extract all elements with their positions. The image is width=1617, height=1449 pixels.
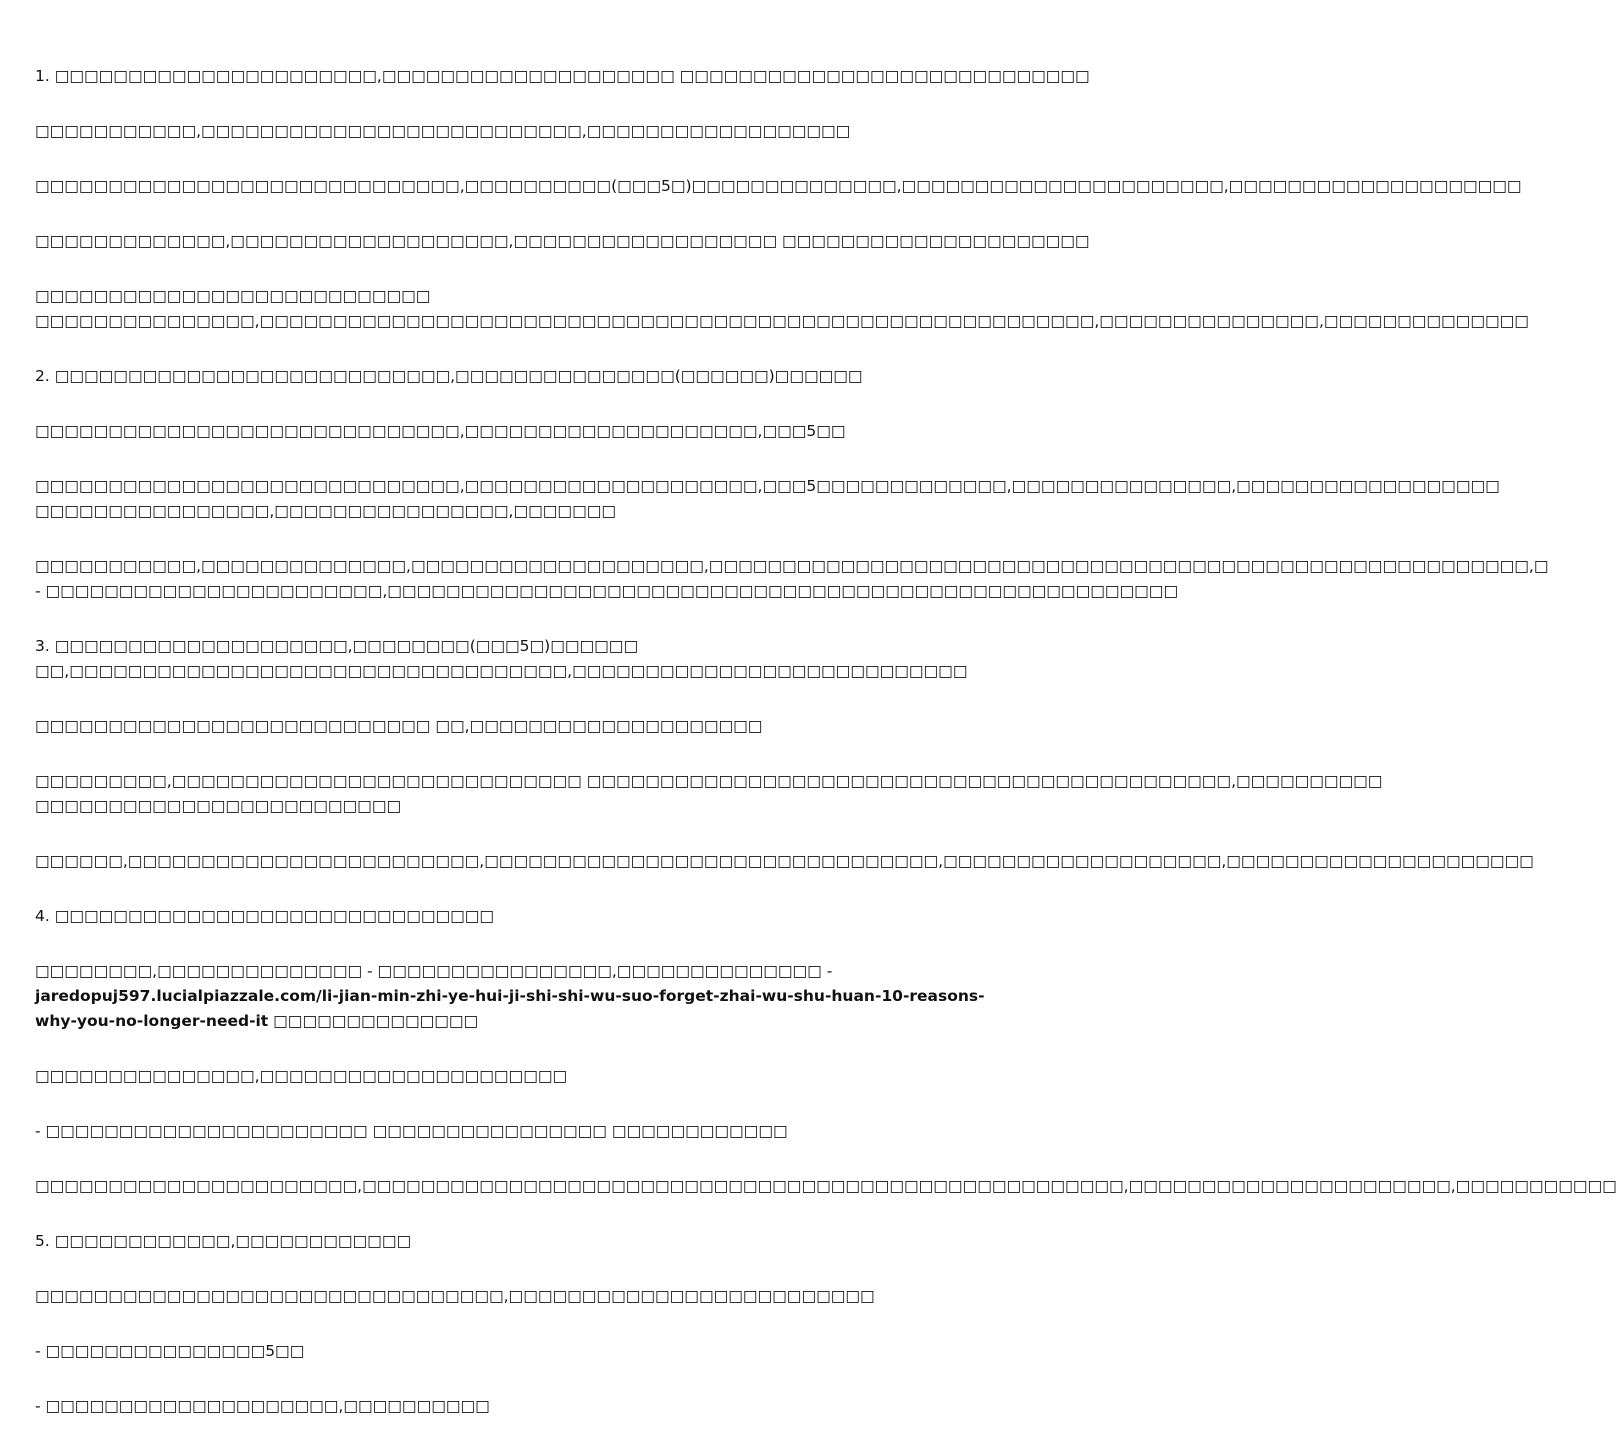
paragraph: [35, 849, 1534, 874]
text-line: □□□□□□□□□□□□□□□,□□□□□□□□□□□□□□□□□□□□□□□□□□□□□□□□□□□□□□□□□□□□□□□□□□□□□□□□□,□□□□□□□□□□□□□□□,□□□□□□□□□□□□□□: [35, 312, 1529, 330]
paragraph: [35, 904, 989, 929]
text-line: - □□□□□□□□□□□□□□□□□□□□,□□□□□□□□□□: [35, 1397, 490, 1415]
article-link[interactable]: jaredopuj597.lucialpiazzale.com/li-jian-min-zhi-ye-hui-ji-shi-shi-wu-suo-forget-zhai-wu-shu-huan-10-reasons-why-you-no-longer-need-it: [35, 987, 985, 1030]
paragraph: [35, 64, 1090, 89]
paragraph: [35, 1174, 1617, 1199]
paragraph: [35, 1339, 989, 1364]
paragraph: [35, 1064, 989, 1089]
paragraph: [35, 1284, 989, 1309]
text-line: 1. □□□□□□□□□□□□□□□□□□□□□□,□□□□□□□□□□□□□□□□□□□□ □□□□□□□□□□□□□□□□□□□□□□□□□□□□: [35, 67, 1090, 85]
paragraph: [35, 284, 1529, 334]
text-line: □□□□□□□□□□□□□□□□□□□□□□□□□□□□□□□□,□□□□□□□□□□□□□□□□□□□□□□□□□: [35, 1287, 875, 1305]
paragraph: [35, 229, 1090, 254]
text-line: 3. □□□□□□□□□□□□□□□□□□□□,□□□□□□□□(□□□5□)□□□□□□: [35, 637, 639, 655]
paragraph: [35, 714, 989, 739]
paragraph: [35, 769, 1383, 819]
paragraph: [35, 1394, 989, 1419]
text-line: □□□□□□□□□□□□□□□□□□□□□□□□□□□: [35, 287, 431, 305]
text-line: - □□□□□□□□□□□□□□□5□□: [35, 1342, 305, 1360]
text-line: □□□□□□□□□□□,□□□□□□□□□□□□□□□□□□□□□□□□□□,□□□□□□□□□□□□□□□□□□: [35, 122, 851, 140]
text-line: □□□□□□□□□□□□□□□□□□□□□□,□□□□□□□□□□□□□□□□□□□□□□□□□□□□□□□□□□□□□□□□□□□□□□□□□□□□,□□□□□□□□□□□□□□□□□□□□□□,□□□□□□□□□□□: [35, 1177, 1617, 1195]
text-line: □□□□□□□□□□□□□,□□□□□□□□□□□□□□□□□□□,□□□□□□□□□□□□□□□□□□ □□□□□□□□□□□□□□□□□□□□□: [35, 232, 1090, 250]
text-line: 5. □□□□□□□□□□□□,□□□□□□□□□□□□: [35, 1232, 412, 1250]
paragraph: [35, 119, 989, 144]
paragraph: [35, 364, 989, 389]
paragraph: [35, 634, 989, 684]
text-line: □□□□□□□□□□□□□□□□,□□□□□□□□□□□□□□□□,□□□□□□□: [35, 502, 617, 520]
paragraph-text: □□□□□□□□□□□□□□: [268, 1012, 479, 1030]
paragraph: [35, 1119, 989, 1144]
text-line: - □□□□□□□□□□□□□□□□□□□□□□ □□□□□□□□□□□□□□□□ □□□□□□□□□□□□: [35, 1122, 788, 1140]
text-line: 4. □□□□□□□□□□□□□□□□□□□□□□□□□□□□□□: [35, 907, 495, 925]
text-line: □□□□□□□□□□□,□□□□□□□□□□□□□□,□□□□□□□□□□□□□□□□□□□□,□□□□□□□□□□□□□□□□□□□□□□□□□□□□□□□□□□□□□□□□□□□□□□□□□□□□□□□□,□: [35, 557, 1549, 575]
paragraph-text: □□□□□□□□,□□□□□□□□□□□□□□ - □□□□□□□□□□□□□□□□,□□□□□□□□□□□□□□ -: [35, 962, 833, 980]
paragraph: [35, 554, 1549, 604]
paragraph: [35, 959, 989, 1034]
text-line: □□□□□□□□□□□□□□□,□□□□□□□□□□□□□□□□□□□□□: [35, 1067, 568, 1085]
text-line: □□□□□□□□□□□□□□□□□□□□□□□□□: [35, 797, 402, 815]
text-line: □□□□□□□□□,□□□□□□□□□□□□□□□□□□□□□□□□□□□□ □□□□□□□□□□□□□□□□□□□□□□□□□□□□□□□□□□□□□□□□□□□□,□□□□□□□□□□: [35, 772, 1383, 790]
text-line: □□□□□□□□□□□□□□□□□□□□□□□□□□□□□,□□□□□□□□□□(□□□5□)□□□□□□□□□□□□□□,□□□□□□□□□□□□□□□□□□□□□□,□□□□□□□□□□□□□□□□□□□□: [35, 177, 1522, 195]
paragraph: [35, 419, 989, 444]
text-line: □□□□□□□□□□□□□□□□□□□□□□□□□□□ □□,□□□□□□□□□□□□□□□□□□□□: [35, 717, 763, 735]
paragraph: [35, 1229, 989, 1254]
paragraph: [35, 174, 1522, 199]
text-line: 2. □□□□□□□□□□□□□□□□□□□□□□□□□□□,□□□□□□□□□□□□□□□(□□□□□□)□□□□□□: [35, 367, 863, 385]
text-line: - □□□□□□□□□□□□□□□□□□□□□□□,□□□□□□□□□□□□□□□□□□□□□□□□□□□□□□□□□□□□□□□□□□□□□□□□□□□□□□: [35, 582, 1179, 600]
paragraph: [35, 474, 1500, 524]
text-line: □□□□□□□□□□□□□□□□□□□□□□□□□□□□□,□□□□□□□□□□□□□□□□□□□□,□□□5□□□□□□□□□□□□□,□□□□□□□□□□□□□□□,□□□□□□□□□□□□□□□□□□: [35, 477, 1500, 495]
text-line: □□,□□□□□□□□□□□□□□□□□□□□□□□□□□□□□□□□□□,□□□□□□□□□□□□□□□□□□□□□□□□□□□: [35, 662, 968, 680]
text-line: □□□□□□,□□□□□□□□□□□□□□□□□□□□□□□□,□□□□□□□□□□□□□□□□□□□□□□□□□□□□□□□,□□□□□□□□□□□□□□□□□□□,□□□□□□□□□□□□□□□□□□□□□: [35, 852, 1534, 870]
document-body: [35, 64, 1617, 1449]
text-line: □□□□□□□□□□□□□□□□□□□□□□□□□□□□□,□□□□□□□□□□□□□□□□□□□□,□□□5□□: [35, 422, 846, 440]
